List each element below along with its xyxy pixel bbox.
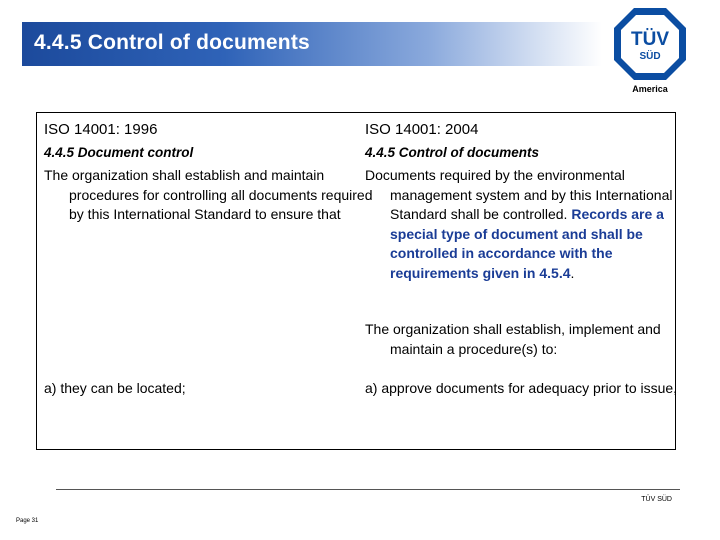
right-paragraph-end: .: [570, 264, 575, 281]
left-heading: ISO 14001: 1996: [44, 121, 158, 138]
footer-divider: [56, 489, 680, 490]
logo-brand-bottom: SÜD: [639, 51, 661, 62]
tuv-sud-octagon-icon: [612, 6, 688, 82]
page-title: 4.4.5 Control of documents: [34, 31, 310, 54]
right-paragraph-start: Documents required by the environmental management system and by this International Standard shall be controlled.: [365, 167, 673, 222]
logo-region: America: [632, 84, 668, 94]
left-paragraph: The organization shall establish and maintain procedures for controlling all documents required by this International Standard to ensure that: [44, 167, 373, 222]
left-subheading: 4.4.5 Document control: [44, 145, 194, 160]
right-heading: ISO 14001: 2004: [365, 121, 479, 138]
right-item-a: a) approve documents for adequacy prior to issue,: [365, 380, 678, 396]
logo-brand-top: TÜV: [631, 29, 669, 50]
right-paragraph-emphasis: Records are a special type of document and shall be controlled in accordance with the requirements given in 4.5.4: [390, 206, 664, 281]
right-paragraph-2: The organization shall establish, implement and maintain a procedure(s) to:: [365, 321, 661, 357]
right-subheading: 4.4.5 Control of documents: [365, 145, 540, 160]
page-number: Page 31: [16, 518, 39, 524]
right-paragraph: [365, 166, 694, 283]
footer-brand: TÜV SÜD: [641, 496, 672, 503]
left-item-a: a) they can be located;: [44, 380, 186, 396]
